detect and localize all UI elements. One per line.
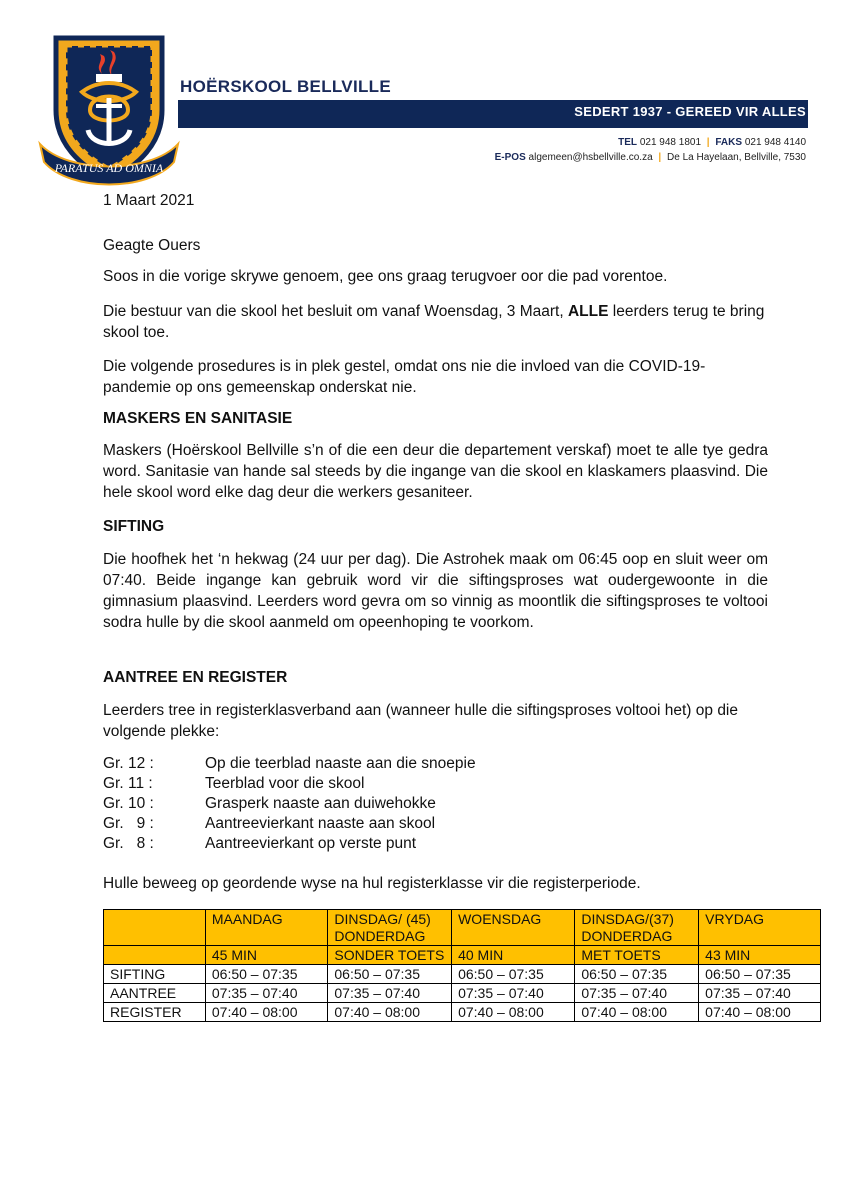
table-cell: 07:35 – 07:40 <box>452 984 575 1003</box>
table-header-cell: DINSDAG/(37) DONDERDAG <box>575 910 699 946</box>
table-row <box>104 965 821 984</box>
heading-assembly: AANTREE EN REGISTER <box>103 669 288 686</box>
table-subheader-row <box>104 946 821 965</box>
school-motto: SEDERT 1937 - GEREED VIR ALLES <box>574 104 806 119</box>
table-row <box>104 1003 821 1022</box>
list-item <box>103 754 476 774</box>
fax-number: 021 948 4140 <box>744 137 806 148</box>
letter-date: 1 Maart 2021 <box>103 192 195 209</box>
table-header-row <box>104 910 821 946</box>
paragraph-masks: Maskers (Hoërskool Bellville s’n of die een deur die departement verskaf) moet te alle tye gedra word. Sanitasie van hande sal steeds by die ingange van die skool en klaskamers plaasvind. Die hele skool word elke dag deur die werkers gesaniteer. <box>103 442 768 501</box>
grade-label: Gr. 10 : <box>103 795 154 812</box>
grade-label: Gr. 8 : <box>103 835 154 852</box>
paragraph-procedures: Die volgende prosedures is in plek gestel, omdat ons nie die invloed van die COVID-19-pandemie op ons gemeenskap onderskat nie. <box>103 358 706 396</box>
table-cell: 07:35 – 07:40 <box>328 984 452 1003</box>
tel-label: TEL <box>618 137 638 148</box>
table-cell: REGISTER <box>104 1003 206 1022</box>
table-header-cell <box>104 946 206 965</box>
table-cell: 07:40 – 08:00 <box>699 1003 821 1022</box>
table-cell: 07:35 – 07:40 <box>575 984 699 1003</box>
email-label: E-POS <box>494 152 526 163</box>
schedule-table <box>103 909 821 1022</box>
fax-label: FAKS <box>715 137 743 148</box>
table-row <box>104 984 821 1003</box>
separator: | <box>706 137 710 148</box>
table-cell: 07:35 – 07:40 <box>699 984 821 1003</box>
list-item <box>103 834 476 854</box>
school-name: HOËRSKOOL BELLVILLE <box>180 77 391 96</box>
table-cell: 06:50 – 07:35 <box>699 965 821 984</box>
table-header-cell: DINSDAG/ (45) DONDERDAG <box>328 910 452 946</box>
paragraph-register-period: Hulle beweeg op geordende wyse na hul registerklasse vir die registerperiode. <box>103 875 641 892</box>
table-cell: 07:35 – 07:40 <box>205 984 328 1003</box>
table-header-cell: VRYDAG <box>699 910 821 946</box>
list-item <box>103 794 476 814</box>
postal-address: De La Hayelaan, Bellville, 7530 <box>667 152 806 163</box>
salutation: Geagte Ouers <box>103 237 201 254</box>
table-cell: 07:40 – 08:00 <box>205 1003 328 1022</box>
table-cell: SIFTING <box>104 965 206 984</box>
table-cell: 07:40 – 08:00 <box>328 1003 452 1022</box>
grade-place: Op die teerblad naaste aan die snoepie <box>205 755 476 772</box>
table-cell: 07:40 – 08:00 <box>452 1003 575 1022</box>
tel-number: 021 948 1801 <box>639 137 701 148</box>
p2-text-a: Die bestuur van die skool het besluit om vanaf Woensdag, 3 Maart, <box>103 303 568 320</box>
grade-place: Aantreevierkant naaste aan skool <box>205 815 436 832</box>
paragraph-assembly: Leerders tree in registerklasverband aan (wanneer hulle die siftingsproses voltooi het) op die volgende plekke: <box>103 702 739 740</box>
table-header-cell: 40 MIN <box>452 946 575 965</box>
separator: | <box>658 152 662 163</box>
table-header-cell: MAANDAG <box>205 910 328 946</box>
email-address: algemeen@hsbellville.co.za <box>528 152 653 163</box>
paragraph-screening: Die hoofhek het ‘n hekwag (24 uur per dag). Die Astrohek maak om 06:45 oop en sluit weer om 07:40. Beide ingange kan gebruik word vir die siftingsproses wat oudergewoonte in die gimnasium plaasvind. Leerders word gevra om so vinnig as moontlik die siftingsproses te voltooi sodra hulle by die skool aanmeld om opeenhoping te voorkom. <box>103 551 768 631</box>
table-cell: 06:50 – 07:35 <box>575 965 699 984</box>
grade-locations-list <box>103 754 476 854</box>
table-cell: 07:40 – 08:00 <box>575 1003 699 1022</box>
table-header-cell: WOENSDAG <box>452 910 575 946</box>
crest-motto-text: PARATUS AD OMNIA <box>54 161 164 175</box>
grade-place: Aantreevierkant op verste punt <box>205 835 417 852</box>
grade-label: Gr. 11 : <box>103 775 153 792</box>
table-header-cell <box>104 910 206 946</box>
table-cell: 06:50 – 07:35 <box>328 965 452 984</box>
table-cell: 06:50 – 07:35 <box>452 965 575 984</box>
heading-screening: SIFTING <box>103 518 165 535</box>
table-cell: 06:50 – 07:35 <box>205 965 328 984</box>
table-header-cell: SONDER TOETS <box>328 946 452 965</box>
school-crest-logo <box>38 32 180 188</box>
grade-place: Teerblad voor die skool <box>205 775 365 792</box>
heading-masks: MASKERS EN SANITASIE <box>103 410 293 427</box>
p2-text-b: leerders terug te bring skool toe. <box>103 303 765 341</box>
list-item <box>103 814 476 834</box>
list-item <box>103 774 476 794</box>
grade-label: Gr. 9 : <box>103 815 154 832</box>
table-cell: AANTREE <box>104 984 206 1003</box>
table-header-cell: MET TOETS <box>575 946 699 965</box>
grade-label: Gr. 12 : <box>103 755 154 772</box>
paragraph-intro: Soos in die vorige skrywe genoem, gee ons graag terugvoer oor die pad vorentoe. <box>103 268 668 285</box>
p2-emphasis: ALLE <box>567 303 609 320</box>
contact-phone-line <box>618 137 806 148</box>
paragraph-return-decision <box>103 301 768 343</box>
table-header-cell: 45 MIN <box>205 946 328 965</box>
grade-place: Grasperk naaste aan duiwehokke <box>205 795 436 812</box>
table-header-cell: 43 MIN <box>699 946 821 965</box>
contact-email-line <box>495 152 806 163</box>
